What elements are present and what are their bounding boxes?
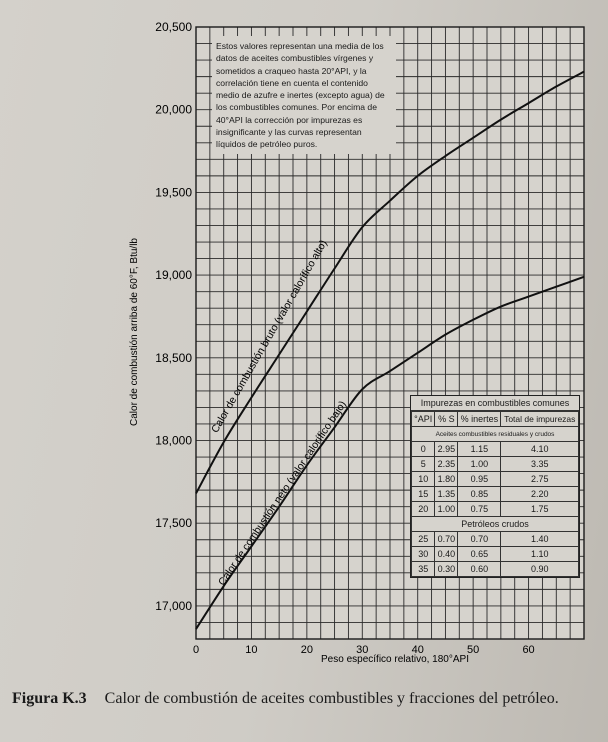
table-cell: 5 bbox=[412, 457, 435, 472]
table-row bbox=[412, 502, 579, 517]
figure-caption bbox=[12, 690, 559, 708]
figure-label: Figura K.3 bbox=[12, 690, 87, 707]
figure-title: Calor de combustión de aceites combustibles y fracciones del petróleo. bbox=[104, 690, 559, 707]
table-cell: 20 bbox=[412, 502, 435, 517]
table-cell: 3.35 bbox=[501, 457, 579, 472]
header-total: Total de impurezas bbox=[501, 412, 579, 427]
y-tick-labels bbox=[155, 20, 192, 613]
table-cell: 0.40 bbox=[435, 547, 458, 562]
residual-rows bbox=[412, 442, 579, 517]
y-tick-label: 18,000 bbox=[155, 433, 192, 448]
table-cell: 30 bbox=[412, 547, 435, 562]
table-cell: 0.90 bbox=[501, 562, 579, 577]
table-row bbox=[412, 487, 579, 502]
y-tick-label: 17,000 bbox=[155, 598, 192, 613]
impurities-table-grid bbox=[411, 411, 579, 577]
table-row bbox=[412, 472, 579, 487]
annotation-note: Estos valores representan una media de los datos de aceites combustibles vírgenes y sometidos a craqueo hasta 20°API, y la correlación tiene en cuenta el contenido medio de azufre e inertes (excepto agua) de los combustibles comunes. Por encima de 40°API la corrección por impurezas es insignificante y las curvas representan líquidos de petróleo puros. bbox=[212, 36, 396, 154]
series-label-gross: Calor de combustión bruto (valor calorífico alto) bbox=[209, 237, 330, 436]
table-cell: 2.75 bbox=[501, 472, 579, 487]
impurities-table-title: Impurezas en combustibles comunes bbox=[411, 396, 579, 411]
table-cell: 1.00 bbox=[435, 502, 458, 517]
x-tick-label: 20 bbox=[300, 644, 313, 656]
table-cell: 1.00 bbox=[458, 457, 501, 472]
impurities-table bbox=[410, 395, 580, 578]
x-tick-label: 60 bbox=[522, 644, 535, 656]
x-axis-label: Peso específico relativo, 180°API bbox=[321, 654, 469, 665]
y-tick-label: 20,000 bbox=[155, 102, 192, 117]
series-label-net: Calor de combustión neto (valor calorífico bajo) bbox=[216, 398, 350, 588]
table-cell: 0.60 bbox=[458, 562, 501, 577]
table-row bbox=[412, 547, 579, 562]
y-tick-label: 20,500 bbox=[155, 20, 192, 34]
table-header-row bbox=[412, 412, 579, 427]
table-cell: 0.65 bbox=[458, 547, 501, 562]
table-cell: 0.75 bbox=[458, 502, 501, 517]
table-cell: 0.30 bbox=[435, 562, 458, 577]
y-tick-label: 19,500 bbox=[155, 185, 192, 200]
table-cell: 1.75 bbox=[501, 502, 579, 517]
table-cell: 0.85 bbox=[458, 487, 501, 502]
table-cell: 2.95 bbox=[435, 442, 458, 457]
y-tick-label: 19,000 bbox=[155, 268, 192, 283]
section-residual: Aceites combustibles residuales y crudos bbox=[412, 427, 579, 442]
table-row bbox=[412, 442, 579, 457]
table-cell: 1.15 bbox=[458, 442, 501, 457]
table-cell: 0.95 bbox=[458, 472, 501, 487]
table-cell: 15 bbox=[412, 487, 435, 502]
y-tick-label: 17,500 bbox=[155, 516, 192, 531]
y-axis-label: Calor de combustión arriba de 60°F, Btu/lb bbox=[129, 238, 140, 426]
table-cell: 0.70 bbox=[435, 532, 458, 547]
crude-rows bbox=[412, 532, 579, 577]
section-crude: Petróleos crudos bbox=[412, 517, 579, 532]
table-row bbox=[412, 562, 579, 577]
table-cell: 2.35 bbox=[435, 457, 458, 472]
table-cell: 1.40 bbox=[501, 532, 579, 547]
header-sulfur: % S bbox=[435, 412, 458, 427]
header-inerts: % inertes bbox=[458, 412, 501, 427]
table-cell: 10 bbox=[412, 472, 435, 487]
table-cell: 4.10 bbox=[501, 442, 579, 457]
table-cell: 0 bbox=[412, 442, 435, 457]
x-tick-label: 0 bbox=[192, 644, 200, 656]
x-tick-label: 10 bbox=[245, 644, 258, 656]
x-tick-label: 30 bbox=[356, 644, 369, 656]
x-tick-label: 40 bbox=[411, 644, 424, 656]
table-cell: 1.10 bbox=[501, 547, 579, 562]
table-cell: 2.20 bbox=[501, 487, 579, 502]
table-cell: 25 bbox=[412, 532, 435, 547]
header-api: °API bbox=[412, 412, 435, 427]
table-cell: 1.80 bbox=[435, 472, 458, 487]
table-row bbox=[412, 457, 579, 472]
x-tick-label: 50 bbox=[467, 644, 480, 656]
table-cell: 35 bbox=[412, 562, 435, 577]
table-row bbox=[412, 532, 579, 547]
y-tick-label: 18,500 bbox=[155, 350, 192, 365]
table-cell: 1.35 bbox=[435, 487, 458, 502]
table-cell: 0.70 bbox=[458, 532, 501, 547]
